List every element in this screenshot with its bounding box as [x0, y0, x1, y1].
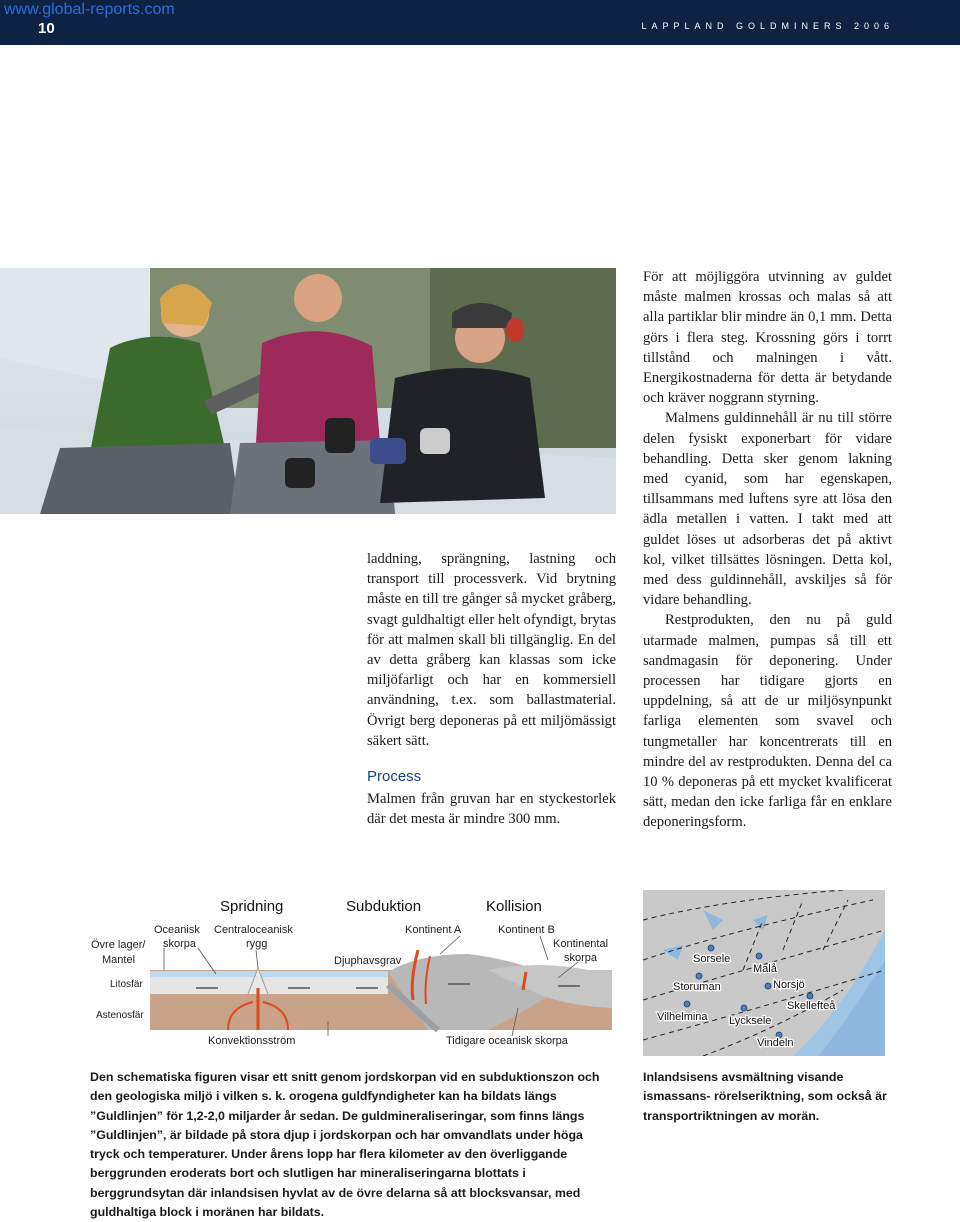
label-djuphavsgrav: Djuphavsgrav — [334, 955, 402, 967]
town-skelleftea: Skellefteå — [787, 1000, 836, 1012]
diagram-title-subduktion: Subduktion — [346, 898, 422, 915]
site-link[interactable]: www.global-reports.com — [4, 1, 175, 18]
label-konvektionsstrom: Konvektionsström — [208, 1035, 296, 1047]
ice-movement-map — [643, 890, 885, 1056]
town-marker — [765, 983, 771, 989]
town-marker — [684, 1001, 690, 1007]
field-photo — [0, 268, 616, 514]
label-oceanisk: Oceanisk — [154, 924, 200, 936]
paragraph: För att möjliggöra utvinning av guldet måste malmen krossas och malas så att alla partiklar blir mindre än 0,1 mm. Detta görs i flera steg. Krossning görs i torrt tillstånd och malningen i vått. Energikostnaderna för detta är betydande och kräver noggrann styrning. — [643, 269, 892, 407]
town-vilhelmina: Vilhelmina — [657, 1011, 708, 1023]
diagram-title-spridning: Spridning — [220, 898, 284, 915]
subduction-svg — [88, 890, 628, 1050]
caption-diagram: Den schematiska figuren visar ett snitt genom jordskorpan vid en subduktionszon och den geologiska miljö i vilken s. k. orogena guldfyndigheter kan ha bildats längs ”Guldlinjen” för 1,2-2,0 miljarder år sedan. De guldmineraliseringar, som finns längs ”Guldlinjen”, är bildade på stora djup i jordskorpan och har omvandlats under höga tryck och temperaturer. Under årens lopp har flera kilometer av den överliggande berggrunden eroderats bort och slutligen har mineraliseringarna blottats i berggrundsytan där inlandsisen hyvlat av de övre delarna så att blocksvansar, med guldhaltiga block i moränen har bildats. — [90, 1070, 600, 1220]
label-centraloceanisk: Centraloceanisk — [214, 924, 293, 936]
photo-illustration — [0, 268, 616, 514]
paragraph: Malmens guldinnehåll är nu till större delen fysiskt exponerbart för vidare behandling. Detta sker genom lakning med cyanid, som har egenskapen, tillsammans med luftens syre att lösa den ädla metallen i vatten. I takt med att guldet löses ut adsorberas det på aktivt kol, vilket tillsättes lösningen. Detta kol, med dess guldinnehåll, avskiljes så för vidare behandling. — [643, 410, 892, 609]
label-skorpa: skorpa — [163, 938, 197, 950]
running-head: LAPPLAND GOLDMINERS 2006 — [641, 21, 894, 31]
section-heading-process: Process — [367, 768, 422, 786]
town-marker — [807, 993, 813, 999]
paragraph: Restprodukten, den nu på guld utarmade malmen, pumpas så till ett sandmagasin för deponering. Under processen har tidigare gjorts en uppdelning, så att de ur miljösynpunkt farliga elementen som svavel och tungmetaller har koncentrerats till en mindre del av restprodukten. Denna del ca 10 % deponeras på ett mycket kvalificerat sätt, medan den icke farliga får en enklare deponeringsform. — [643, 612, 892, 831]
label-tidigare-oceanisk-skorpa: Tidigare oceanisk skorpa — [446, 1035, 568, 1047]
map-svg — [643, 890, 885, 1056]
caption-map: Inlandsisens avsmältning visande ismassans- rörelseriktning, som också är transportriktningen av morän. — [643, 1070, 887, 1123]
town-sorsele: Sorsele — [693, 953, 731, 965]
town-marker — [708, 945, 714, 951]
town-storuman: Storuman — [673, 981, 721, 993]
town-marker — [756, 953, 762, 959]
label-kontinent-b: Kontinent B — [498, 924, 555, 936]
subduction-diagram — [88, 890, 628, 1050]
label-litosfar: Litosfär — [110, 979, 143, 990]
text-column-middle — [367, 549, 616, 830]
label-kontinental: Kontinental — [553, 938, 609, 950]
town-marker — [741, 1005, 747, 1011]
page-number: 10 — [38, 20, 55, 37]
text-column-right — [643, 267, 892, 833]
town-marker — [696, 973, 702, 979]
town-mala: Malå — [753, 963, 777, 975]
label-ovre-lager: Övre lager/ — [91, 939, 146, 951]
label-rygg: rygg — [246, 938, 268, 950]
label-mantel: Mantel — [102, 954, 136, 966]
paragraph: Malmen från gruvan har en styckestorlek där det mesta är mindre 300 mm. — [367, 791, 616, 828]
label-astenosfar: Astenosfär — [96, 1010, 144, 1021]
town-norsjo: Norsjö — [773, 979, 805, 991]
diagram-title-kollision: Kollision — [486, 898, 542, 915]
town-lycksele: Lycksele — [729, 1015, 772, 1027]
town-vindeln: Vindeln — [757, 1037, 794, 1049]
paragraph: laddning, sprängning, lastning och transport till processverk. Vid brytning måste en till tre gånger så mycket gråberg, svagt guldhaltigt eller helt ofyndigt, brytas för att malmen skall bli tillgänglig. En del av detta gråberg kan klassas som icke miljöfarligt och har en kommersiell användning, t.ex. som ballastmaterial. Övrigt berg deponeras på ett miljömässigt säkert sätt. — [367, 551, 616, 749]
label-kontinent-a: Kontinent A — [405, 924, 462, 936]
label-kontinental-skorpa: skorpa — [564, 952, 598, 964]
